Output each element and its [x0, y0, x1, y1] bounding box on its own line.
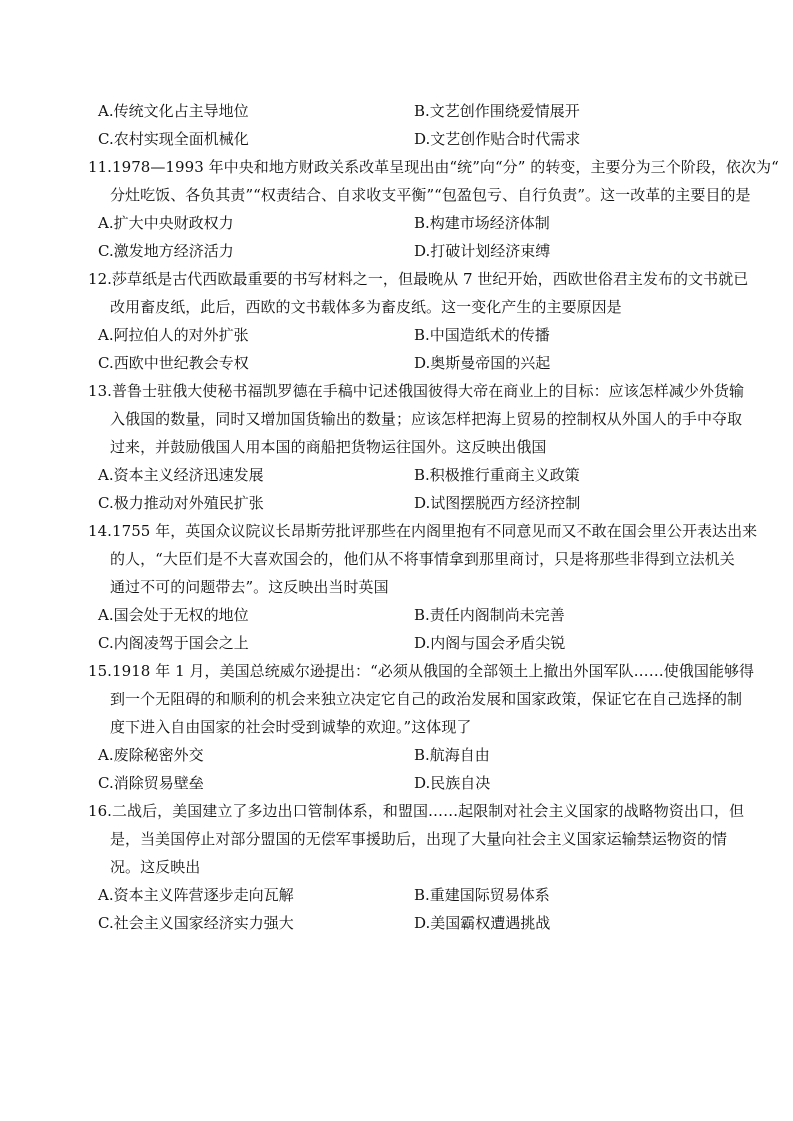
- q13-option-a: A.资本主义经济迅速发展: [98, 466, 264, 484]
- q16-option-c: C.社会主义国家经济实力强大: [98, 914, 294, 932]
- q14-stem-line-3: 通过不可的问题带去”。这反映出当时英国: [110, 578, 389, 596]
- q16-options-row-1: [88, 881, 728, 909]
- q14-options-row-2: [88, 629, 728, 657]
- q10-options-row-2: [88, 125, 728, 153]
- q16-option-d: D.美国霸权遭遇挑战: [414, 914, 551, 932]
- q13-options-row-2: [88, 489, 728, 517]
- q16-option-b: B.重建国际贸易体系: [414, 886, 550, 904]
- q11-option-a: A.扩大中央财政权力: [98, 214, 234, 232]
- q12-option-d: D.奥斯曼帝国的兴起: [414, 354, 551, 372]
- q14-options-row-1: [88, 601, 728, 629]
- q15-option-c: C.消除贸易壁垒: [98, 774, 204, 792]
- q11-option-b: B.构建市场经济体制: [414, 214, 550, 232]
- q10-option-d: D.文艺创作贴合时代需求: [414, 130, 581, 148]
- q14-stem-line-1: 14.1755 年，英国众议院议长昂斯劳批评那些在内阁里抱有不同意见而又不敢在国会里公开表达出来: [88, 522, 758, 540]
- q13-stem-line-1: 13.普鲁士驻俄大使秘书福凯罗德在手稿中记述俄国彼得大帝在商业上的目标：应该怎样减少外货输: [88, 382, 745, 400]
- q13-option-d: D.试图摆脱西方经济控制: [414, 494, 581, 512]
- q12-stem-line-1: 12.莎草纸是古代西欧最重要的书写材料之一，但最晚从 7 世纪开始，西欧世俗君主发布的文书就已: [88, 270, 749, 288]
- q16-option-a: A.资本主义阵营逐步走向瓦解: [98, 886, 294, 904]
- q15-stem-line-1: 15.1918 年 1 月，美国总统威尔逊提出：“必须从俄国的全部领土上撤出外国军队……使俄国能够得: [88, 662, 755, 680]
- q15-options-row-2: [88, 769, 728, 797]
- q12-option-c: C.西欧中世纪教会专权: [98, 354, 249, 372]
- q12-options-row-2: [88, 349, 728, 377]
- q15-stem-line-3: 度下进入自由国家的社会时受到诚挚的欢迎。”这体现了: [110, 718, 472, 736]
- q16-options-row-2: [88, 909, 728, 937]
- q10-option-b: B.文艺创作围绕爱情展开: [414, 102, 580, 120]
- q11-stem-line-1: 11.1978—1993 年中央和地方财政关系改革呈现出由“统”向“分” 的转变，主要分为三个阶段，依次为“: [88, 158, 779, 176]
- q15-option-b: B.航海自由: [414, 746, 490, 764]
- q10-options-row-1: [88, 97, 728, 125]
- q15-options-row-1: [88, 741, 728, 769]
- q12-option-b: B.中国造纸术的传播: [414, 326, 550, 344]
- q14-option-c: C.内阁凌驾于国会之上: [98, 634, 249, 652]
- q14-stem-line-2: 的人，“大臣们是不大喜欢国会的，他们从不将事情拿到那里商讨，只是将那些非得到立法机关: [110, 550, 735, 568]
- q11-option-d: D.打破计划经济束缚: [414, 242, 551, 260]
- q15-option-a: A.废除秘密外交: [98, 746, 204, 764]
- q11-options-row-1: [88, 209, 728, 237]
- q13-option-c: C.极力推动对外殖民扩张: [98, 494, 264, 512]
- q16-stem-line-1: 16.二战后，美国建立了多边出口管制体系，和盟国……起限制对社会主义国家的战略物资出口，但: [88, 802, 745, 820]
- q13-stem-line-3: 过来，并鼓励俄国人用本国的商船把货物运往国外。这反映出俄国: [110, 438, 547, 456]
- q14-option-b: B.责任内阁制尚未完善: [414, 606, 565, 624]
- q10-option-a: A.传统文化占主导地位: [98, 102, 249, 120]
- q16-stem-line-2: 是，当美国停止对部分盟国的无偿军事援助后，出现了大量向社会主义国家运输禁运物资的情: [110, 830, 728, 848]
- q14-option-d: D.内阁与国会矛盾尖锐: [414, 634, 566, 652]
- q15-stem-line-2: 到一个无阻碍的和顺利的机会来独立决定它自己的政治发展和国家政策，保证它在自己选择的制: [110, 690, 743, 708]
- q11-stem-line-2: 分灶吃饭、各负其责”“权责结合、自求收支平衡”“包盈包亏、自行负责”。这一改革的主要目的是: [110, 186, 751, 204]
- q12-stem-line-2: 改用畜皮纸，此后，西欧的文书载体多为畜皮纸。这一变化产生的主要原因是: [110, 298, 622, 316]
- q11-options-row-2: [88, 237, 728, 265]
- q13-options-row-1: [88, 461, 728, 489]
- q15-option-d: D.民族自决: [414, 774, 491, 792]
- q12-options-row-1: [88, 321, 728, 349]
- q16-stem-line-3: 况。这反映出: [110, 858, 201, 876]
- q13-option-b: B.积极推行重商主义政策: [414, 466, 580, 484]
- q11-option-c: C.激发地方经济活力: [98, 242, 234, 260]
- q13-stem-line-2: 入俄国的数量，同时又增加国货输出的数量；应该怎样把海上贸易的控制权从外国人的手中夺取: [110, 410, 743, 428]
- q12-option-a: A.阿拉伯人的对外扩张: [98, 326, 249, 344]
- q14-option-a: A.国会处于无权的地位: [98, 606, 249, 624]
- question-list: [88, 97, 779, 937]
- q10-option-c: C.农村实现全面机械化: [98, 130, 249, 148]
